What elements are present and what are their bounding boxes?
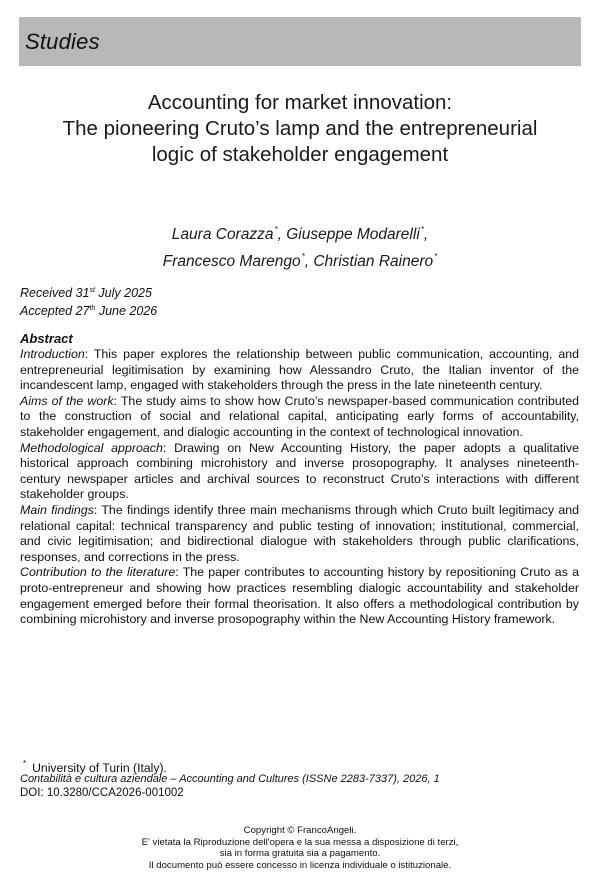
author-line-1: Laura Corazza*, Giuseppe Modarelli*,: [171, 225, 429, 243]
abstract-paragraph: [20, 441, 579, 503]
copyright-notice: [0, 825, 600, 871]
author-line-2: [0, 246, 600, 273]
accepted-date: Accepted 27th June 2026: [20, 304, 158, 318]
affiliation-mark: *: [274, 225, 278, 234]
abstract-paragraph: [20, 394, 579, 441]
section-label: Studies: [25, 29, 100, 54]
abstract-section-label: Contribution to the literature: [20, 565, 176, 580]
doi-link[interactable]: DOI: 10.3280/CCA2026-001002: [20, 787, 184, 799]
abstract-body: [20, 347, 579, 628]
journal-citation: Contabilità e cultura aziendale – Accounting and Cultures (ISSNe 2283-7337), 2026, 1: [20, 773, 440, 785]
section-banner: [19, 17, 581, 66]
author-name: Giuseppe Modarelli: [286, 226, 420, 243]
abstract-section-text: : The findings identify three main mechanisms through which Cruto built legitimacy and relational capital: technical transparency and public testing of innovation; institutional, commercial, and civic legitimisation; and bidirectional dialogue with stakeholders through public clarifications, responses, and corrections in the press.: [20, 502, 579, 564]
abstract-paragraph: [20, 503, 579, 565]
author-separator: ,: [277, 226, 287, 243]
abstract-section-text: : Drawing on New Accounting History, the paper adopts a qualitative historical approach combining microhistory and inverse prosopography. It analyses nineteenth-century newspaper articles and archival sources to reconstruct Cruto’s interactions with different stakeholder groups.: [20, 440, 579, 502]
abstract-section-label: Main findings: [20, 502, 94, 517]
copyright-line-2: E' vietata la Riproduzione dell'opera e la sua messa a disposizione di terzi,: [141, 836, 459, 848]
copyright-line-3: sia in forma gratuita sia a pagamento.: [219, 848, 381, 859]
abstract-paragraph: [20, 565, 579, 627]
title-line-3: logic of stakeholder engagement: [151, 143, 449, 166]
abstract-section-text: : The study aims to show how Cruto’s newspaper-based communication contributed to the construction of social and relational capital, anticipating early forms of accountability, stakeholder engagement, and dialogic accounting in the context of technological innovation.: [20, 393, 579, 439]
paper-title: [0, 90, 600, 168]
submission-dates: [20, 283, 157, 319]
abstract-section-label: Methodological approach: [20, 440, 163, 455]
abstract-section-label: Introduction: [20, 347, 85, 361]
title-line-2: The pioneering Cruto’s lamp and the entrepreneurial: [62, 117, 538, 140]
abstract-section-text: : The paper contributes to accounting history by repositioning Cruto as a proto-entrepreneur and showing how practices resembling dialogic accountability and stakeholder engagement emerged before their formal theorisation. It also offers a methodological contribution by combining microhistory and inverse prosopography within the New Accounting History framework.: [20, 565, 580, 627]
affiliation-mark: *: [301, 252, 305, 261]
footnote-mark: *: [23, 759, 27, 768]
author-name: Francesco Marengo: [162, 253, 301, 270]
author-name: Christian Rainero: [313, 253, 434, 270]
author-name: Laura Corazza: [171, 226, 274, 243]
abstract-section-text: : This paper explores the relationship between public communication, accounting, and entrepreneurial legitimisation by examining how Alessandro Cruto, the Italian inventor of the incandescent lamp, engaged with stakeholders through the press in the late nineteenth century.: [20, 347, 579, 393]
abstract-paragraph: [20, 347, 579, 394]
affiliation-mark: *: [420, 225, 424, 234]
abstract-heading: Abstract: [20, 331, 73, 346]
copyright-line-4: Il documento può essere concesso in licenza individuale o istituzionale.: [148, 859, 452, 871]
abstract-section-label: Aims of the work: [20, 393, 114, 408]
author-list: [0, 219, 600, 273]
affiliation-text: University of Turin (Italy).: [32, 761, 167, 775]
author-separator: ,: [304, 253, 314, 270]
received-date: Received 31st July 2025: [20, 286, 152, 300]
affiliation-mark: *: [434, 252, 438, 261]
title-line-1: Accounting for market innovation:: [147, 91, 453, 114]
copyright-line-1: Copyright © FrancoAngeli.: [243, 825, 357, 836]
